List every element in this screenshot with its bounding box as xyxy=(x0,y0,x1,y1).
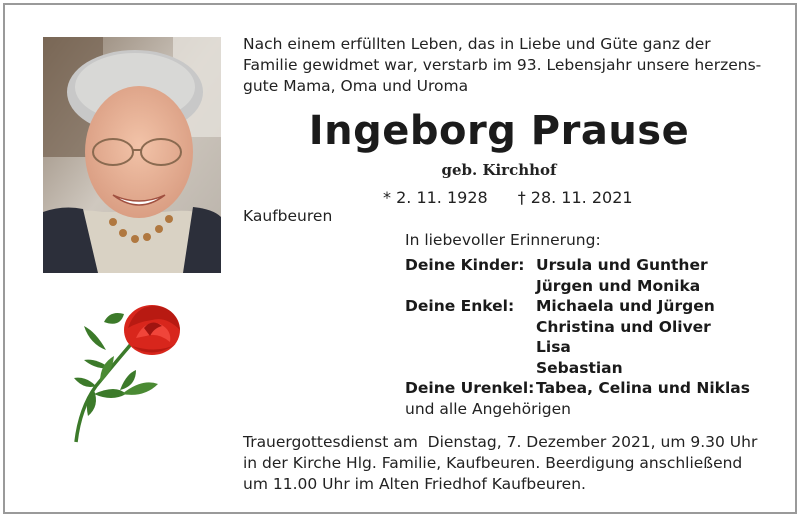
group-label: Deine Kinder: xyxy=(405,256,525,274)
mourner-row xyxy=(405,378,750,399)
group-name: Sebastian xyxy=(536,358,623,377)
mourner-row xyxy=(405,399,750,420)
deceased-name: Ingeborg Prause xyxy=(308,108,690,154)
life-dates xyxy=(383,188,663,207)
service-line: Trauergottesdienst am Dienstag, 7. Dezember 2021, um 9.30 Uhr xyxy=(243,433,758,451)
group-name: Lisa xyxy=(536,338,571,356)
mourner-row xyxy=(405,337,750,358)
closing-line: und alle Angehörigen xyxy=(405,399,571,418)
mourners-list xyxy=(405,255,750,419)
group-name: Jürgen und Monika xyxy=(536,276,701,295)
birth-date: * 2. 11. 1928 xyxy=(383,188,488,207)
intro-text xyxy=(243,34,763,97)
service-line: in der Kirche Hlg. Familie, Kaufbeuren. Beerdigung anschließend xyxy=(243,454,743,472)
group-label: Deine Urenkel: xyxy=(405,379,535,397)
group-label: Deine Enkel: xyxy=(405,297,515,315)
mourner-row xyxy=(405,296,750,317)
portrait-photo xyxy=(43,37,221,273)
intro-line: gute Mama, Oma und Uroma xyxy=(243,77,469,95)
service-line: um 11.00 Uhr im Alten Friedhof Kaufbeuren. xyxy=(243,475,586,493)
mourner-row xyxy=(405,317,750,338)
mourner-row xyxy=(405,358,750,379)
mourner-row xyxy=(405,255,750,276)
group-name: Tabea, Celina und Niklas xyxy=(536,379,750,397)
birth-name: geb. Kirchhof xyxy=(441,161,557,179)
service-info xyxy=(243,432,773,495)
town: Kaufbeuren xyxy=(243,207,333,225)
intro-line: Nach einem erfüllten Leben, das in Liebe und Güte ganz der xyxy=(243,35,711,53)
rose-icon xyxy=(66,298,186,446)
mourner-row xyxy=(405,276,750,297)
memory-line: In liebevoller Erinnerung: xyxy=(405,231,601,249)
group-name: Michaela und Jürgen xyxy=(536,297,715,315)
death-date: † 28. 11. 2021 xyxy=(517,188,633,207)
group-name: Ursula und Gunther xyxy=(536,256,708,274)
group-name: Christina und Oliver xyxy=(536,317,711,336)
intro-line: Familie gewidmet war, verstarb im 93. Lebensjahr unsere herzens- xyxy=(243,56,762,74)
